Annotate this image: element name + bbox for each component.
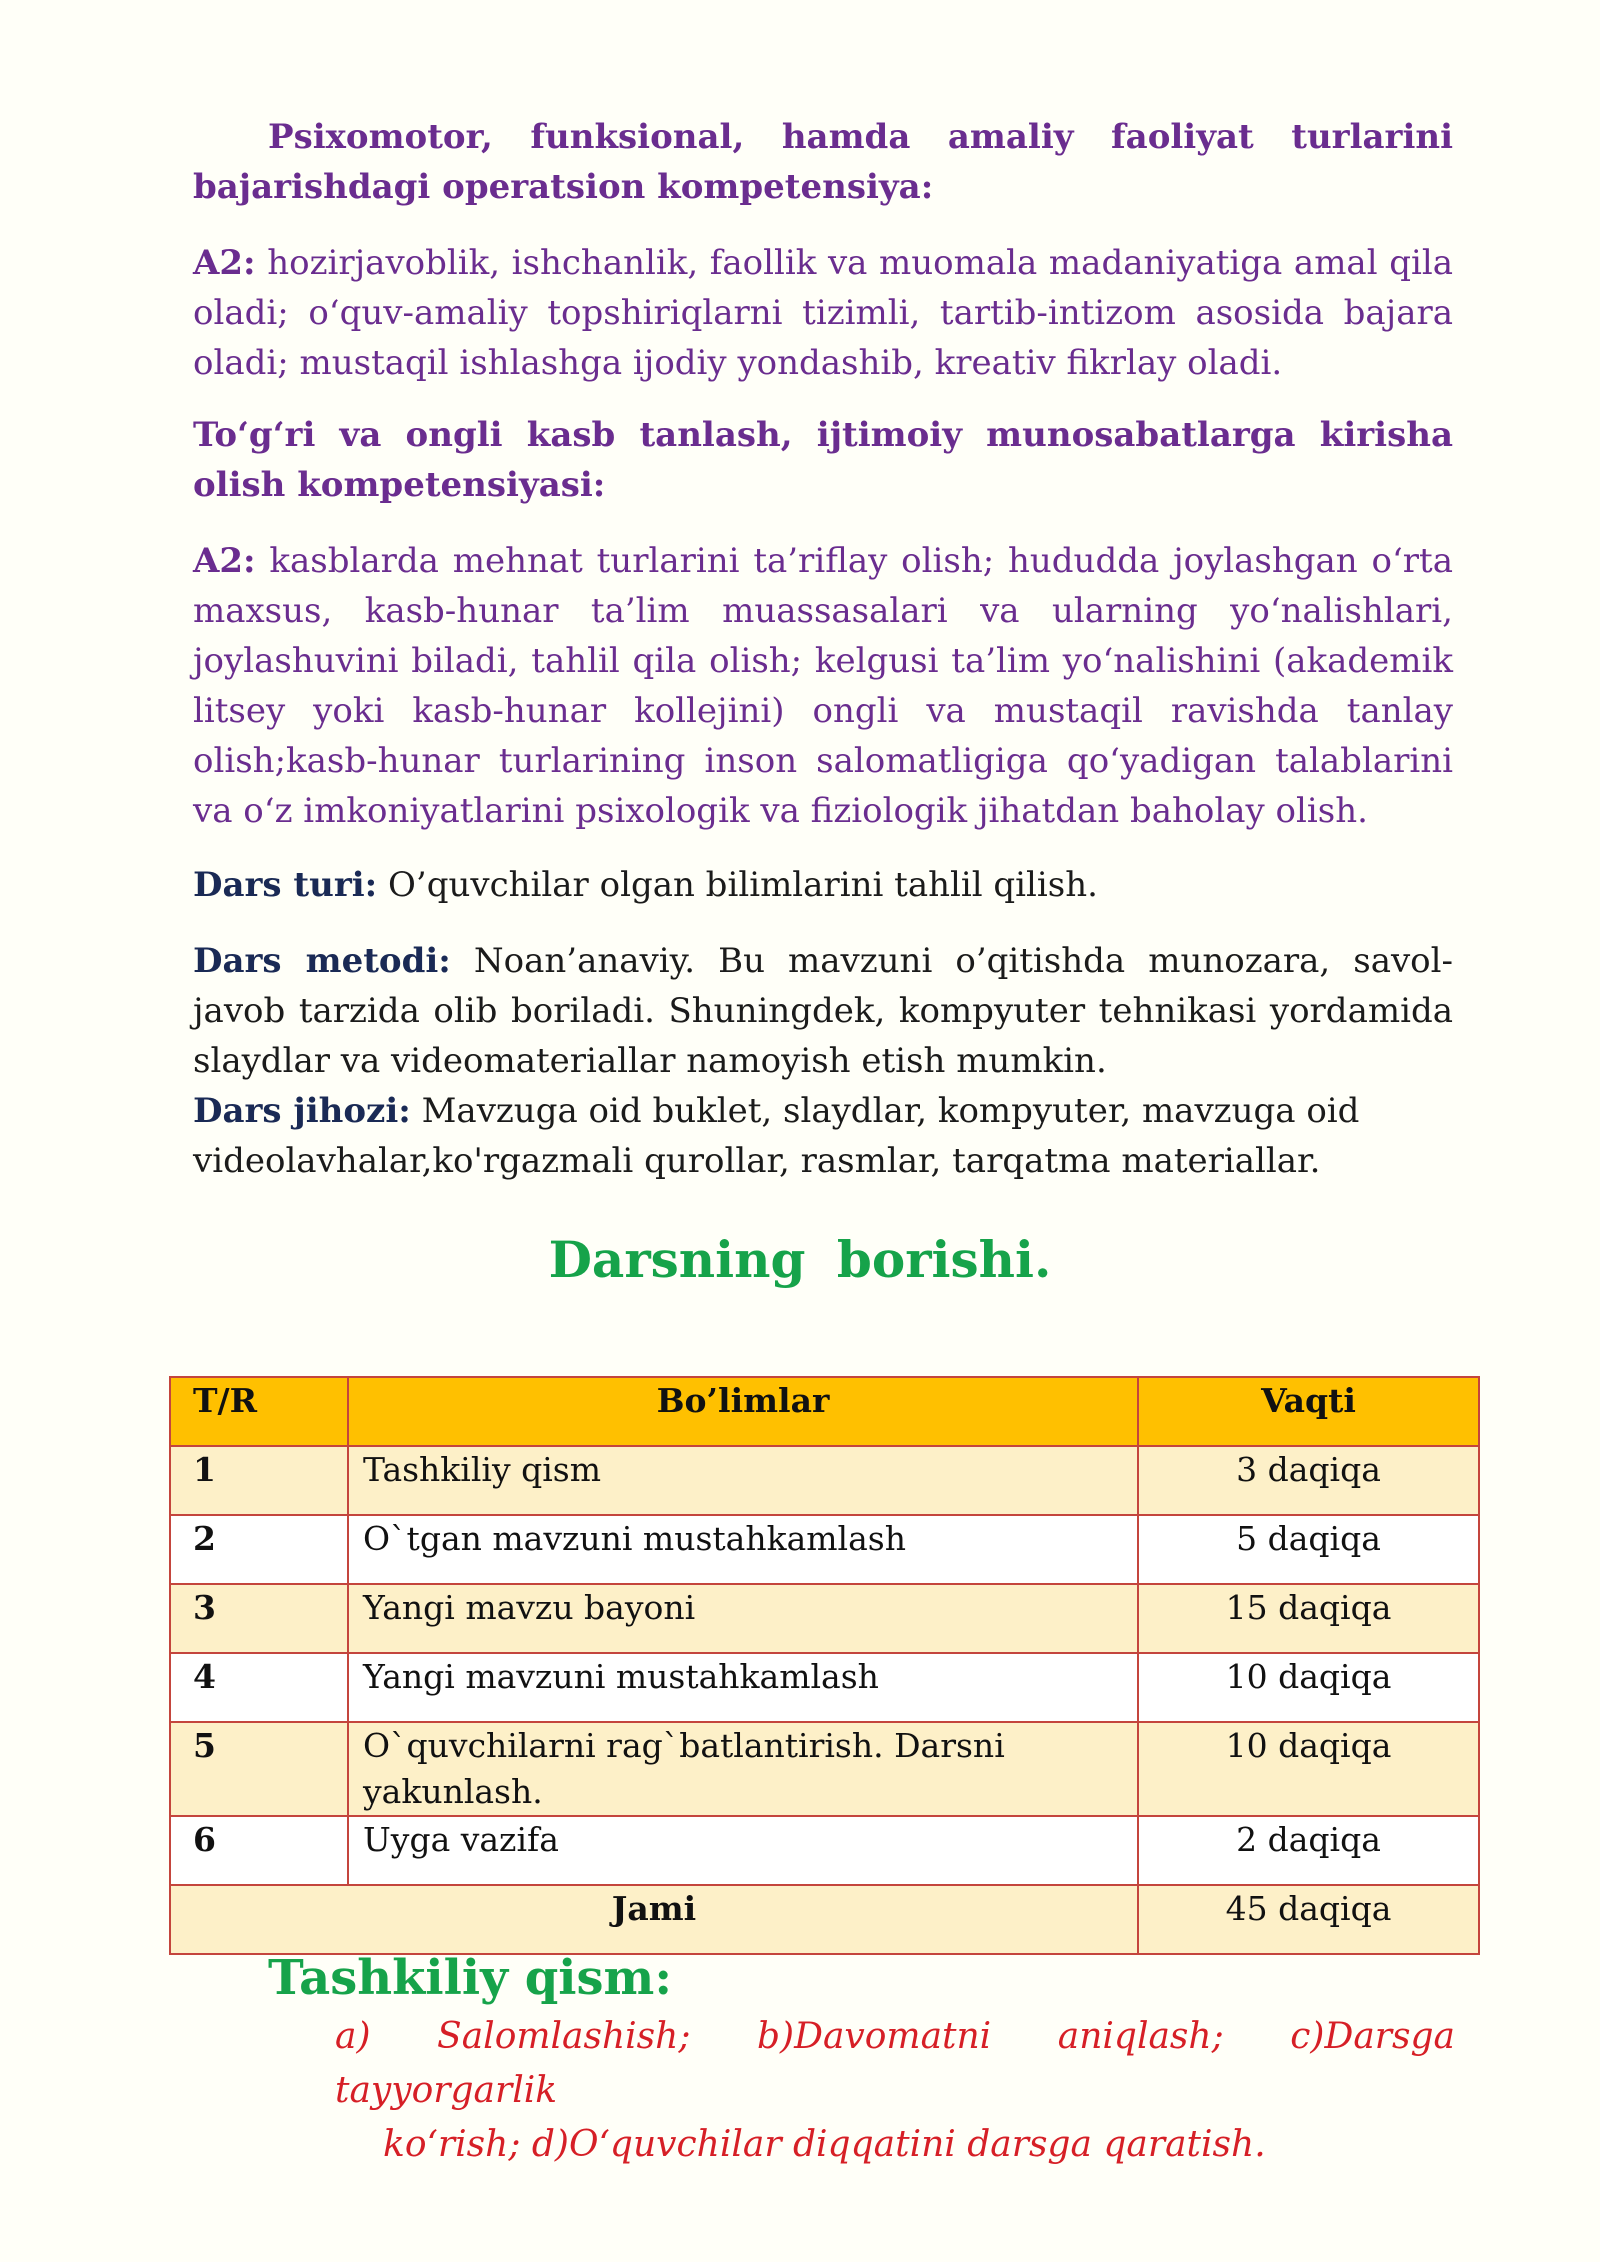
total-label: Jami [170,1885,1138,1954]
row-number: 3 [170,1584,348,1653]
row-number: 5 [170,1722,348,1816]
competency-heading-2: To‘g‘ri va ongli kasb tanlash, ijtimoiy munosabatlarga kirisha olish kompetensiyasi: [193,415,1453,505]
lesson-equipment-line2: videolavhalar,ko'rgazmali qurollar, rasmlar, tarqatma materiallar. [193,1141,1321,1181]
competency-heading-1: Psixomotor, funksional, hamda amaliy faoliyat turlarini bajarishdagi operatsion kompetensiya: [193,117,1453,207]
row-time: 10 daqiqa [1138,1653,1479,1722]
organizational-steps-line1: a) Salomlashish; b)Davomatni aniqlash; c)Darsga tayyorgarlik [335,2016,1455,2111]
lesson-equipment-label: Dars jihozi: [193,1091,411,1131]
row-time: 5 daqiqa [1138,1515,1479,1584]
lesson-method [193,936,1453,1086]
row-time: 15 daqiqa [1138,1584,1479,1653]
lesson-equipment-line1: Mavzuga oid buklet, slaydlar, kompyuter, mavzuga oid [410,1091,1360,1131]
table-row [170,1515,1479,1584]
table-row [170,1584,1479,1653]
lesson-equipment [193,1086,1453,1186]
organizational-title: Tashkiliy qism: [268,1950,673,2006]
lesson-method-block [193,936,1453,1186]
row-section: O`quvchilarni rag`batlantirish. Darsni yakunlash. [348,1722,1138,1816]
competency-body-1: hozirjavoblik, ishchanlik, faollik va muomala madaniyatiga amal qila oladi; o‘quv-amaliy topshiriqlarni tizimli, tartib-intizom asosida bajara oladi; mustaqil ishlashga ijodiy yondashib, kreativ fikrlay oladi. [193,243,1453,383]
header-sections: Bo’limlar [348,1377,1138,1446]
competency-label-1: A2: [193,243,256,283]
lesson-plan-table [169,1376,1480,1955]
lesson-type-label: Dars turi: [193,865,378,905]
competency-text-2 [193,536,1453,836]
table-row [170,1816,1479,1885]
table-row [170,1653,1479,1722]
competency-label-2: A2: [193,541,256,581]
total-value: 45 daqiqa [1138,1885,1479,1954]
lesson-type-text: O’quvchilar olgan bilimlarini tahlil qilish. [377,865,1098,905]
row-section: Tashkiliy qism [348,1446,1138,1515]
row-section: O`tgan mavzuni mustahkamlash [348,1515,1138,1584]
lesson-type [193,860,1453,910]
row-number: 1 [170,1446,348,1515]
table-header-row [170,1377,1479,1446]
lesson-method-label: Dars metodi: [193,941,451,981]
row-number: 2 [170,1515,348,1584]
row-time: 2 daqiqa [1138,1816,1479,1885]
row-time: 3 daqiqa [1138,1446,1479,1515]
header-number: T/R [170,1377,348,1446]
competency-body-2: kasblarda mehnat turlarini ta’riflay olish; hududda joylashgan o‘rta maxsus, kasb-hunar ta’lim muassasalari va ularning yo‘nalishlari, joylashuvini biladi, tahlil qila olish; kelgusi ta’lim yo‘nalishini (akademik litsey yoki kasb-hunar kollejini) ongli va mustaqil ravishda tanlay olish;kasb-hunar turlarining inson salomatligiga qo‘yadigan talablarini va o‘z imkoniyatlarini psixologik va fiziologik jihatdan baholay olish. [193,541,1453,831]
lesson-method-text: Noan’anaviy. Bu mavzuni o’qitishda munozara, savol-javob tarzida olib boriladi. Shuningdek, kompyuter tehnikasi yordamida slaydlar va videomateriallar namoyish etish mumkin. [193,941,1454,1081]
table-row [170,1722,1479,1816]
row-section: Yangi mavzuni mustahkamlash [348,1653,1138,1722]
organizational-steps [335,2010,1455,2172]
table-total-row [170,1885,1479,1954]
organizational-steps-line2: ko‘rish; d)O‘quvchilar diqqatini darsga qaratish. [383,2124,1266,2165]
course-title: Darsning borishi. [548,1230,1052,1289]
row-section: Uyga vazifa [348,1816,1138,1885]
competency-text-1 [193,238,1453,388]
row-number: 6 [170,1816,348,1885]
row-time: 10 daqiqa [1138,1722,1479,1816]
row-section: Yangi mavzu bayoni [348,1584,1138,1653]
row-number: 4 [170,1653,348,1722]
table-row [170,1446,1479,1515]
header-time: Vaqti [1138,1377,1479,1446]
